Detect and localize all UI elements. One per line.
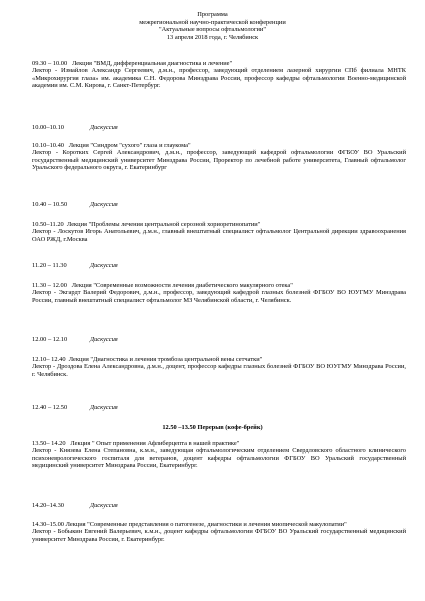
- lecturer-info: Лектор - Измайлов Александр Сергеевич, д.м.н., профессор, заведующий отделением лазерной хирургии СПб филиала МНТК «Микрохирургия глаза» им. академика С.Н. Федорова Минздрава России, профессор кафедры офтальмологии Военно-медицинской академии им. С.М. Кирова, г. Санкт-Петербург.: [32, 67, 406, 89]
- lecture-item: [32, 521, 406, 543]
- header-conference-name: "Актуальные вопросы офтальмологии": [159, 26, 266, 34]
- lecture-title: Лекция "Проблемы лечения центральной серозной хориоретинопатии": [66, 221, 261, 228]
- lecturer-info: Лектор - Дроздова Елена Александровна, д.м.н., доцент, профессор кафедры глазных болезней ФГБОУ ВО ЮУГМУ Минздрава России, г. Челябинск.: [32, 363, 406, 378]
- lecture-time: 11.30 – 12.00: [32, 282, 67, 289]
- discussion-time: 12.40 – 12.50: [32, 404, 68, 411]
- discussion-label: Дискуссия: [90, 502, 118, 509]
- discussion-time: 10.40 – 10.50: [32, 201, 68, 208]
- lecture-title: Лекция "Синдром "сухого" глаза и глаукома": [68, 142, 191, 149]
- lecturer-info: Лектор - Коротких Сергей Александрович, д.м.н., профессор, заведующий кафедрой офтальмологии ФГБОУ ВО Уральский государственный медицинский университет Минздрава России, Проректор по лечебной работе университета, Главный офтальмолог Уральского федерального округа, г. Екатеринбург: [32, 149, 406, 171]
- lecture-item: [32, 142, 406, 171]
- lecture-title: Лекция "Современные возможности лечения диабетического макулярного отека": [71, 282, 293, 289]
- header-date-place: 13 апреля 2018 года, г. Челябинск: [166, 33, 259, 41]
- discussion-item: [32, 336, 332, 344]
- discussion-label: Дискуссия: [90, 201, 118, 208]
- lecture-time: 14.30–15.00: [32, 521, 64, 528]
- discussion-time: 11.20 – 11.30: [32, 262, 67, 269]
- lecturer-info: Лектор - Бобыкин Евгений Валерьевич, к.м.н., доцент кафедры офтальмологии ФГБОУ ВО Уральский государственный медицинский университет Минздрава России, г. Екатеринбург.: [32, 528, 406, 543]
- discussion-label: Дискуссия: [90, 262, 118, 269]
- discussion-item: [32, 201, 332, 209]
- discussion-item: [32, 262, 332, 270]
- lecturer-info: Лектор - Князева Елена Степановна, к.м.н., заведующая офтальмологическим отделением Свердловского областного клинического психоневрологического госпиталя для ветеранов, доцент кафедры офтальмологии ФГБОУ ВО Уральский государственный медицинский университет Минздрава России, Екатеринбург.: [32, 447, 406, 469]
- lecture-time: 10.50–11.20: [32, 221, 64, 228]
- discussion-label: Дискуссия: [90, 404, 118, 411]
- lecture-item: [32, 282, 406, 304]
- lecture-time: 12.10– 12.40: [32, 356, 66, 363]
- lecture-time: 13.50– 14.20: [32, 440, 66, 447]
- discussion-item: [32, 404, 332, 412]
- lecture-item: [32, 356, 406, 378]
- lecture-item: [32, 60, 406, 89]
- lecture-title: Лекция " Опыт применения Афлиберцепта в нашей практике": [70, 440, 240, 447]
- discussion-label: Дискуссия: [90, 124, 118, 131]
- header-conference-type: межрегиональной научно-практической конференции: [139, 18, 286, 26]
- discussion-time: 10.00–10.10: [32, 124, 64, 131]
- lecturer-info: Лектор - Экгардт Валерий Федорович, д.м.н., профессор, заведующий кафедрой глазных болезней ФГБОУ ВО ЮУГМУ Минздрава России, главный внештатный специалист офтальмолог МЗ Челябинской области, г. Челябинск.: [32, 289, 406, 304]
- discussion-time: 12.00 – 12.10: [32, 336, 68, 343]
- program-header: [0, 11, 425, 41]
- discussion-item: [32, 502, 332, 510]
- lecture-title: Лекция "Диагностика и лечения тромбоза центральной вены сетчатки": [68, 356, 263, 363]
- lecturer-info: Лектор - Лоскутов Игорь Анатольевич, д.м.н., главный внештатный специалист офтальмолог Центральной дирекции здравоохранения ОАО РЖД, г.Москва: [32, 228, 406, 243]
- lecture-item: [32, 440, 406, 469]
- lecture-time: 10.10–10.40: [32, 142, 64, 149]
- lecture-time: 09.30 – 10.00: [32, 60, 68, 67]
- lecture-title: Лекция "Современные представления о патогенезе, диагностики и лечения миопической макулопатии": [65, 521, 347, 528]
- discussion-item: [32, 124, 332, 132]
- lecture-item: [32, 221, 406, 243]
- lecture-title: Лекция "ВМД, дифференциальная диагностика и лечение": [71, 60, 233, 67]
- coffee-break: 12.50 –13.50 Перерыв (кофе-брейк): [162, 424, 263, 431]
- discussion-label: Дискуссия: [90, 336, 118, 343]
- header-title: Программа: [197, 11, 228, 18]
- discussion-time: 14.20–14.30: [32, 502, 64, 509]
